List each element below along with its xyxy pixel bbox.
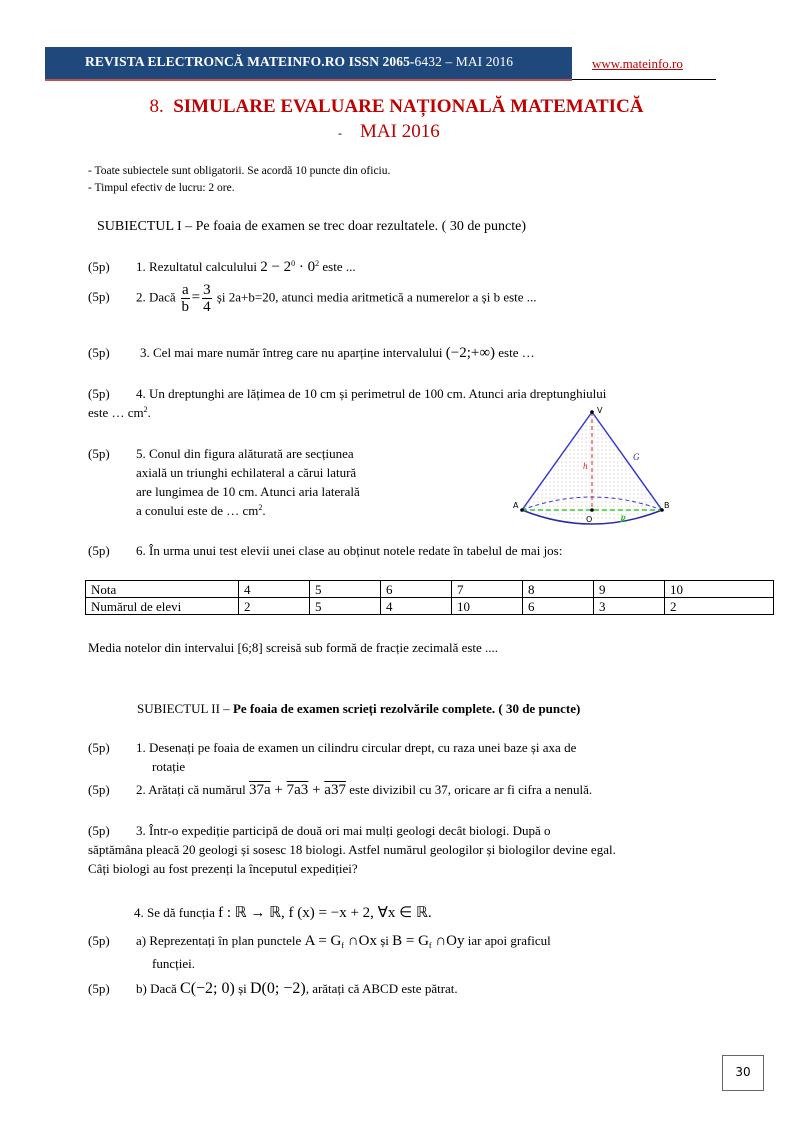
overlined-number: 7a3 — [286, 782, 309, 798]
count-cell: 10 — [452, 598, 523, 615]
q-math: · 0 — [295, 259, 316, 275]
points-label: (5p) — [88, 740, 110, 755]
title-main: SIMULARE EVALUARE NAȚIONALĂ MATEMATICĂ — [173, 96, 644, 117]
overlined-number: 37a — [249, 782, 271, 798]
exponent: 2 — [258, 503, 263, 512]
label-r: R — [620, 514, 627, 524]
points-label: (5p) — [88, 981, 110, 996]
points-label: (5p) — [88, 289, 110, 305]
q-text: b) Dacă — [136, 981, 181, 996]
table-row — [86, 581, 774, 598]
point-a — [520, 508, 524, 512]
s1-question-6 — [88, 543, 562, 559]
q-text: iar apoi graficul — [464, 933, 551, 948]
exponent: 0 — [291, 259, 296, 268]
page-number-box — [722, 1055, 764, 1091]
points-label: (5p) — [88, 823, 110, 838]
point-o — [590, 508, 594, 512]
journal-title-bold: REVISTA ELECTRONCĂ MATEINFO.RO ISSN 2065- — [85, 54, 415, 69]
grade-cell: 6 — [381, 581, 452, 598]
q-text: 3. Cel mai mare număr întreg care nu aparține intervalului — [140, 345, 446, 360]
grade-cell: 4 — [239, 581, 310, 598]
count-cell: 3 — [594, 598, 665, 615]
label-a: A — [513, 501, 519, 510]
q-math: D(0; −2) — [250, 980, 306, 997]
q-text: 2. Arătați că numărul — [136, 782, 249, 797]
s1-question-5 — [88, 446, 354, 462]
title-dash: - — [338, 125, 342, 140]
q-text: 1. Rezultatul calculului — [136, 259, 261, 274]
count-cell: 4 — [381, 598, 452, 615]
label-o: O — [586, 515, 593, 524]
row-header: Numărul de elevi — [86, 598, 239, 615]
instruction-1: - Toate subiectele sunt obligatorii. Se acordă 10 puncte din oficiu. — [88, 165, 391, 177]
exponent: 2 — [315, 259, 320, 268]
denominator: b — [181, 299, 190, 315]
fraction-a-b — [181, 282, 190, 315]
cone-figure — [512, 404, 672, 530]
q-text: a) Reprezentați în plan punctele — [136, 933, 305, 948]
points-label: (5p) — [88, 386, 110, 401]
q-text: axială un triunghi echilateral a cărui latură — [136, 465, 357, 480]
q-text: funcției. — [152, 956, 195, 971]
s2-question-1 — [88, 740, 576, 756]
page-subtitle — [338, 121, 440, 144]
q-text: este … cm — [88, 405, 144, 420]
subject-1-heading: SUBIECTUL I – Pe foaia de examen se trec doar rezultatele. ( 30 de puncte) — [97, 219, 527, 234]
q-text: și — [234, 981, 250, 996]
s2-question-2 — [88, 782, 592, 798]
q-text: rotație — [152, 759, 186, 774]
title-date: MAI 2016 — [360, 121, 440, 142]
journal-header-bar — [45, 47, 572, 81]
s2-question-3 — [88, 823, 551, 839]
instruction-2: - Timpul efectiv de lucru: 2 ore. — [88, 182, 235, 194]
numerator: 3 — [203, 282, 211, 298]
s2-question-4b — [88, 981, 458, 997]
grade-cell: 8 — [523, 581, 594, 598]
vertex-point — [590, 410, 594, 414]
grade-cell: 9 — [594, 581, 665, 598]
q-text: 3. Într-o expediție participă de două ori mai mulți geologi decât biologi. După o — [136, 823, 551, 838]
q-text: Câți biologi au fost prezenți la începutul expediției? — [88, 861, 358, 876]
grade-cell: 5 — [310, 581, 381, 598]
label-g: G — [633, 452, 640, 462]
q-text: 4. Se dă funcția — [134, 905, 219, 920]
label-v: V — [597, 406, 603, 415]
q-text: 6. În urma unui test elevii unei clase au obținut notele redate în tabelul de mai jos: — [136, 543, 563, 558]
s1-question-4-line2 — [88, 405, 151, 421]
q5-last-line — [136, 503, 266, 519]
s2-question-4-intro — [134, 905, 432, 921]
q-math: C(−2; 0) — [180, 980, 235, 997]
q-text: 2. Dacă — [136, 289, 179, 305]
q-text: și 2a+b=20, atunci media aritmetică a numerelor a și b este ... — [213, 289, 537, 305]
q-text: . — [262, 503, 266, 518]
q-text: . — [147, 405, 151, 420]
table-row — [86, 598, 774, 615]
grades-table — [85, 580, 774, 615]
s1-question-4 — [88, 386, 606, 402]
equals: = — [191, 289, 201, 306]
journal-title — [85, 54, 513, 70]
q-text: 1. Desenați pe foaia de examen un cilindru circular drept, cu raza unei baze și axa de — [136, 740, 577, 755]
q-math: B = G — [392, 933, 429, 949]
plus-sign: + — [270, 782, 287, 798]
journal-title-normal: 6432 – MAI 2016 — [414, 54, 514, 69]
header-url-cell — [572, 47, 716, 80]
points-label: (5p) — [88, 782, 110, 797]
label-h: h — [583, 461, 588, 471]
s1-question-1 — [88, 259, 356, 275]
fraction-3-4 — [202, 282, 212, 315]
q-text: este ... — [319, 259, 356, 274]
q-text: săptămâna pleacă 20 geologi și sosesc 18 biologi. Astfel numărul geologilor și biologilor devine egal. — [88, 842, 616, 857]
page-title — [0, 96, 793, 118]
points-label: (5p) — [88, 259, 110, 274]
count-cell: 5 — [310, 598, 381, 615]
grade-cell: 10 — [665, 581, 774, 598]
row-header: Nota — [86, 581, 239, 598]
s1-question-2 — [88, 282, 537, 315]
grade-cell: 7 — [452, 581, 523, 598]
numerator: a — [181, 282, 189, 298]
heading-normal: SUBIECTUL II – — [137, 701, 233, 716]
subject-2-heading — [137, 701, 580, 717]
q-text: , arătați că ABCD este pătrat. — [305, 981, 458, 996]
q-math: A = G — [304, 933, 342, 949]
heading-bold: Pe foaia de examen scrieți rezolvările complete. ( 30 de puncte) — [232, 701, 581, 716]
subscript: f — [341, 941, 345, 950]
points-label: (5p) — [88, 933, 110, 948]
count-cell: 2 — [239, 598, 310, 615]
website-link[interactable]: www.mateinfo.ro — [592, 56, 683, 71]
points-label: (5p) — [88, 345, 110, 360]
subscript: f — [428, 941, 432, 950]
q-text: este divizibil cu 37, oricare ar fi cifra a nenulă. — [345, 782, 593, 797]
label-b: B — [664, 501, 670, 510]
s1-question-6-followup: Media notelor din intervalui [6;8] screisă sub formă de fracție zecimală este .... — [88, 640, 499, 655]
count-cell: 6 — [523, 598, 594, 615]
s1-question-3 — [88, 345, 535, 361]
count-cell: 2 — [665, 598, 774, 615]
q-text: a conului este de … cm — [136, 503, 259, 518]
s2-question-4a — [88, 933, 551, 949]
q-math: (−2;+∞) — [445, 345, 496, 361]
denominator: 4 — [203, 299, 211, 315]
q-math: f : ℝ → ℝ, f (x) = −x + 2, ∀x ∈ ℝ. — [218, 905, 432, 921]
title-number: 8. — [149, 96, 164, 117]
q-text: și — [376, 933, 393, 948]
exponent: 2 — [143, 405, 148, 414]
q-text: 4. Un dreptunghi are lățimea de 10 cm și perimetrul de 100 cm. Atunci aria dreptunghiului — [136, 386, 607, 401]
points-label: (5p) — [88, 543, 110, 558]
q-math: ∩Oy — [431, 933, 465, 949]
q-math: ∩Ox — [344, 933, 377, 949]
plus-sign: + — [308, 782, 325, 798]
overlined-number: a37 — [324, 782, 346, 798]
q-text: 5. Conul din figura alăturată are secțiunea — [136, 446, 354, 461]
q-math: 2 − 2 — [260, 259, 292, 275]
page-number: 30 — [735, 1065, 751, 1079]
q-text: este … — [495, 345, 535, 360]
q-text: are lungimea de 10 cm. Atunci aria laterală — [136, 484, 360, 499]
points-label: (5p) — [88, 446, 110, 461]
